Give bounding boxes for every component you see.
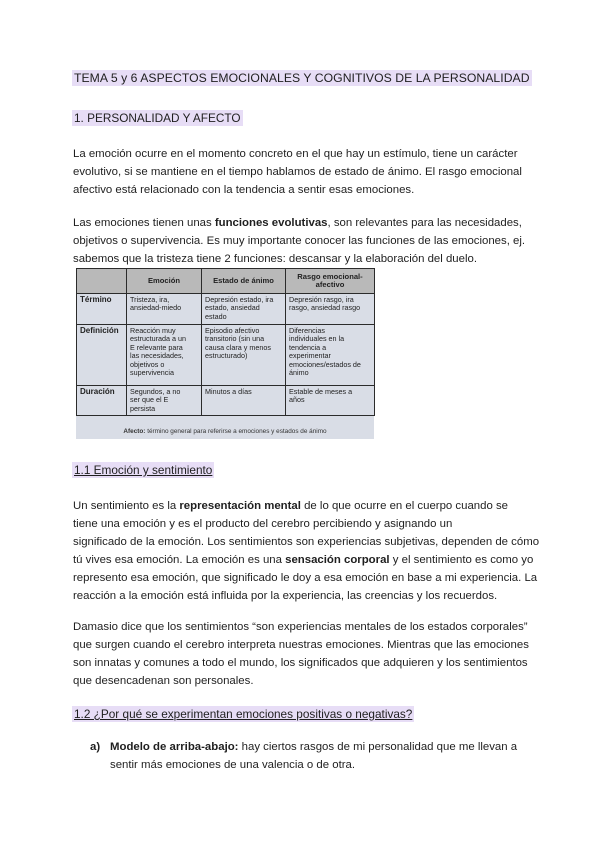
table-corner-cell [77,269,127,294]
text-run: Las emociones tienen unas [73,217,215,229]
text-run: hay ciertos rasgos de mi personalidad que me llevan a [238,741,518,753]
text-line: represento esa emoción, que significado le doy a esa emoción en base a mi experiencia. La [73,572,538,584]
table-header-cell: Estado de ánimo [202,269,286,294]
text-run: tú vives esa emoción. La emoción es una [73,554,286,566]
section-heading-emocion-sentimiento: 1.1 Emoción y sentimiento [74,463,213,477]
table-cell: Tristeza, ira, ansiedad-miedo [127,294,202,325]
text-line [73,551,533,569]
caption-term: Afecto: [123,428,146,435]
text-run: de lo que ocurre en el cuerpo cuando se [300,500,508,512]
table-cell: Depresión rasgo, ira rasgo, ansiedad rasgo [286,294,375,325]
table-row [77,386,375,416]
bold-term: representación mental [179,500,301,512]
bold-term: Modelo de arriba-abajo: [110,741,239,753]
text-line: tiene una emoción y es el producto del cerebro percibiendo y asignando un [73,518,453,530]
text-line: Damasio dice que los sentimientos “son experiencias mentales de los estados corporales” [73,621,528,633]
paragraph-sentimiento [73,497,540,605]
list-item-body [110,738,517,774]
text-line [110,738,517,756]
text-line: La emoción ocurre en el momento concreto en el que hay un estímulo, tiene un carácter [73,148,518,160]
table-row-label: Definición [77,325,127,386]
text-line: evolutivo, si se mantiene en el tiempo hablamos de estado de ánimo. El rasgo emocional [73,166,522,178]
paragraph-emocion [73,145,533,199]
text-line [73,497,533,515]
text-line: significado de la emoción. Los sentimientos son experiencias subjetivas, dependen de cómo [73,536,540,548]
table-header-cell: Emoción [127,269,202,294]
text-run: , son relevantes para las necesidades, [327,217,522,229]
table-cell: Segundos, a no ser que el E persista [127,386,202,416]
text-line: sabemos que la tristeza tiene 2 funciones: descansar y la elaboración del duelo. [73,253,477,265]
section-heading-emociones-valencia: 1.2 ¿Por qué se experimentan emociones positivas o negativas? [74,707,413,721]
text-run: y el sentimiento es como yo [389,554,534,566]
table-cell: Depresión estado, ira estado, ansiedad estado [202,294,286,325]
table-row-label: Duración [77,386,127,416]
text-line: son innatas y comunes a todo el mundo, los significados que adquieren y los sentimientos [73,657,528,669]
bold-term: sensación corporal [285,554,390,566]
text-line: reacción a la emoción está influida por la experiencia, las creencias y los recuerdos. [73,590,498,602]
table-cell: Reacción muy estructurada a un E relevante para las necesidades, objetivos o supervivencia [127,325,202,386]
text-line: que surgen cuando el cerebro interpreta nuestras emociones. Mientras que las emociones [73,639,529,651]
emotion-comparison-table [76,268,375,416]
table-header-row [77,269,375,294]
table-row [77,294,375,325]
table-header-cell: Rasgo emocional- afectivo [286,269,375,294]
paragraph-damasio [73,618,533,690]
text-line [73,214,533,232]
table-cell: Estable de meses a años [286,386,375,416]
text-line: objetivos o supervivencia. Es muy importante conocer las funciones de las emociones, ej. [73,235,526,247]
table-cell: Diferencias individuales en la tendencia a experimentar emociones/estados de ánimo [286,325,375,386]
list-marker: a) [90,741,101,753]
table-caption [76,428,374,435]
text-line: afectivo está relacionado con la tendencia a sentir esas emociones. [73,184,415,196]
table-cell: Minutos a días [202,386,286,416]
text-run: Un sentimiento es la [73,500,180,512]
table-row [77,325,375,386]
text-line: sentir más emociones de una valencia o de otra. [110,759,356,771]
caption-text: término general para referirse a emociones y estados de ánimo [145,428,327,435]
table-row-label: Término [77,294,127,325]
table-cell: Episodio afectivo transitorio (sin una causa clara y menos estructurado) [202,325,286,386]
bold-term: funciones evolutivas [214,217,328,229]
table-figure [76,268,374,439]
paragraph-funciones-evolutivas [73,214,533,268]
text-line: que desencadenan son personales. [73,675,254,687]
section-heading-personalidad-afecto: 1. PERSONALIDAD Y AFECTO [74,111,241,125]
document-title: TEMA 5 y 6 ASPECTOS EMOCIONALES Y COGNITIVOS DE LA PERSONALIDAD [74,71,530,85]
